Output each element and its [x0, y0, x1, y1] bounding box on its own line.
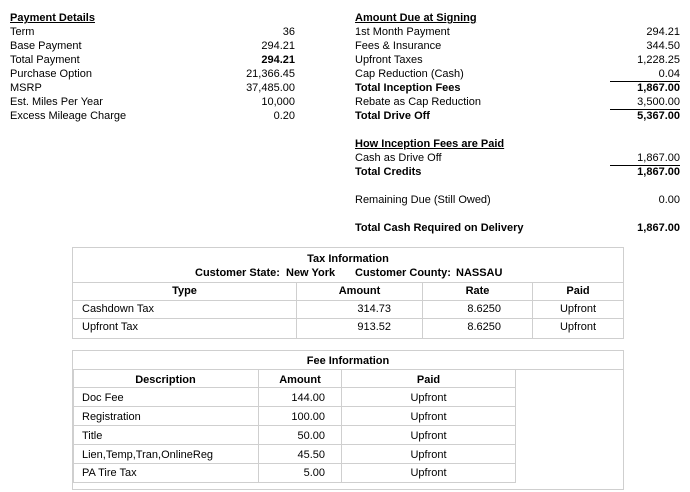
cap-reduction-value: 0.04 — [658, 68, 680, 80]
term-value: 36 — [282, 26, 295, 38]
customer-county-label: Customer County: — [355, 267, 451, 279]
tax-header-paid: Paid — [566, 285, 590, 297]
fee-row-description: Title — [82, 430, 103, 442]
total-cash-label: Total Cash Required on Delivery — [355, 222, 524, 234]
remaining-due-label: Remaining Due (Still Owed) — [355, 194, 491, 206]
fee-row-amount: 45.50 — [297, 449, 325, 461]
first-month-value: 294.21 — [646, 26, 680, 38]
rebate-label: Rebate as Cap Reduction — [355, 96, 481, 108]
payment-details-title: Payment Details — [10, 12, 95, 24]
tax-row-amount: 314.73 — [357, 303, 391, 315]
tax-header-type: Type — [172, 285, 197, 297]
fees-insurance-value: 344.50 — [646, 40, 680, 52]
cash-drive-off-label: Cash as Drive Off — [355, 152, 442, 164]
tax-row-type: Cashdown Tax — [82, 303, 154, 315]
tax-row-paid: Upfront — [559, 321, 597, 333]
fee-header-description: Description — [135, 374, 196, 386]
customer-state-label: Customer State: — [195, 267, 280, 279]
fee-row-amount: 50.00 — [297, 430, 325, 442]
total-drive-off-value: 5,367.00 — [637, 110, 680, 122]
fee-header-amount: Amount — [279, 374, 321, 386]
fee-row-amount: 100.00 — [291, 411, 325, 423]
upfront-taxes-value: 1,228.25 — [637, 54, 680, 66]
tax-row-paid: Upfront — [559, 303, 597, 315]
msrp-label: MSRP — [10, 82, 42, 94]
tax-row-amount: 913.52 — [357, 321, 391, 333]
fee-header-paid: Paid — [416, 374, 441, 386]
inception-paid-title: How Inception Fees are Paid — [355, 138, 505, 150]
tax-header-rate: Rate — [465, 285, 490, 297]
amount-due-title: Amount Due at Signing — [355, 12, 477, 24]
base-payment-label: Base Payment — [10, 40, 82, 52]
tax-info-title: Tax Information — [307, 253, 389, 265]
total-inception-label: Total Inception Fees — [355, 82, 461, 94]
tax-row-rate: 8.6250 — [467, 303, 501, 315]
fee-row-paid: Upfront — [410, 467, 447, 479]
fee-row-paid: Upfront — [410, 392, 447, 404]
rebate-value: 3,500.00 — [637, 96, 680, 108]
fee-row-paid: Upfront — [410, 411, 447, 423]
total-drive-off-label: Total Drive Off — [355, 110, 430, 122]
customer-county-value: NASSAU — [456, 267, 503, 279]
fee-row-paid: Upfront — [410, 430, 447, 442]
tax-header-amount: Amount — [338, 285, 381, 297]
tax-row-rate: 8.6250 — [467, 321, 501, 333]
excess-mileage-value: 0.20 — [273, 110, 295, 122]
fee-row-amount: 144.00 — [291, 392, 325, 404]
total-credits-label: Total Credits — [355, 166, 422, 178]
purchase-option-label: Purchase Option — [10, 68, 92, 80]
fee-row-paid: Upfront — [410, 449, 447, 461]
fee-row-description: Registration — [82, 411, 141, 423]
term-label: Term — [10, 26, 35, 38]
total-payment-value: 294.21 — [261, 54, 295, 66]
fee-row-description: Lien,Temp,Tran,OnlineReg — [82, 449, 214, 461]
est-miles-value: 10,000 — [261, 96, 295, 108]
fee-row-description: PA Tire Tax — [82, 467, 137, 479]
fee-info-title: Fee Information — [306, 355, 390, 367]
fees-insurance-label: Fees & Insurance — [355, 40, 442, 52]
fee-row-amount: 5.00 — [303, 467, 325, 479]
tax-info-table — [72, 247, 624, 339]
tax-row-type: Upfront Tax — [82, 321, 139, 333]
first-month-label: 1st Month Payment — [355, 26, 450, 38]
base-payment-value: 294.21 — [261, 40, 295, 52]
total-cash-value: 1,867.00 — [637, 222, 680, 234]
purchase-option-value: 21,366.45 — [246, 68, 295, 80]
excess-mileage-label: Excess Mileage Charge — [10, 110, 127, 122]
fee-info-table — [72, 350, 624, 490]
customer-state-value: New York — [286, 267, 336, 279]
total-inception-value: 1,867.00 — [637, 82, 680, 94]
total-credits-value: 1,867.00 — [637, 166, 680, 178]
remaining-due-value: 0.00 — [658, 194, 680, 206]
est-miles-label: Est. Miles Per Year — [10, 96, 103, 108]
cash-drive-off-value: 1,867.00 — [637, 152, 680, 164]
cap-reduction-label: Cap Reduction (Cash) — [355, 68, 464, 80]
upfront-taxes-label: Upfront Taxes — [355, 54, 423, 66]
msrp-value: 37,485.00 — [246, 82, 295, 94]
fee-row-description: Doc Fee — [82, 392, 124, 404]
total-payment-label: Total Payment — [10, 54, 80, 66]
